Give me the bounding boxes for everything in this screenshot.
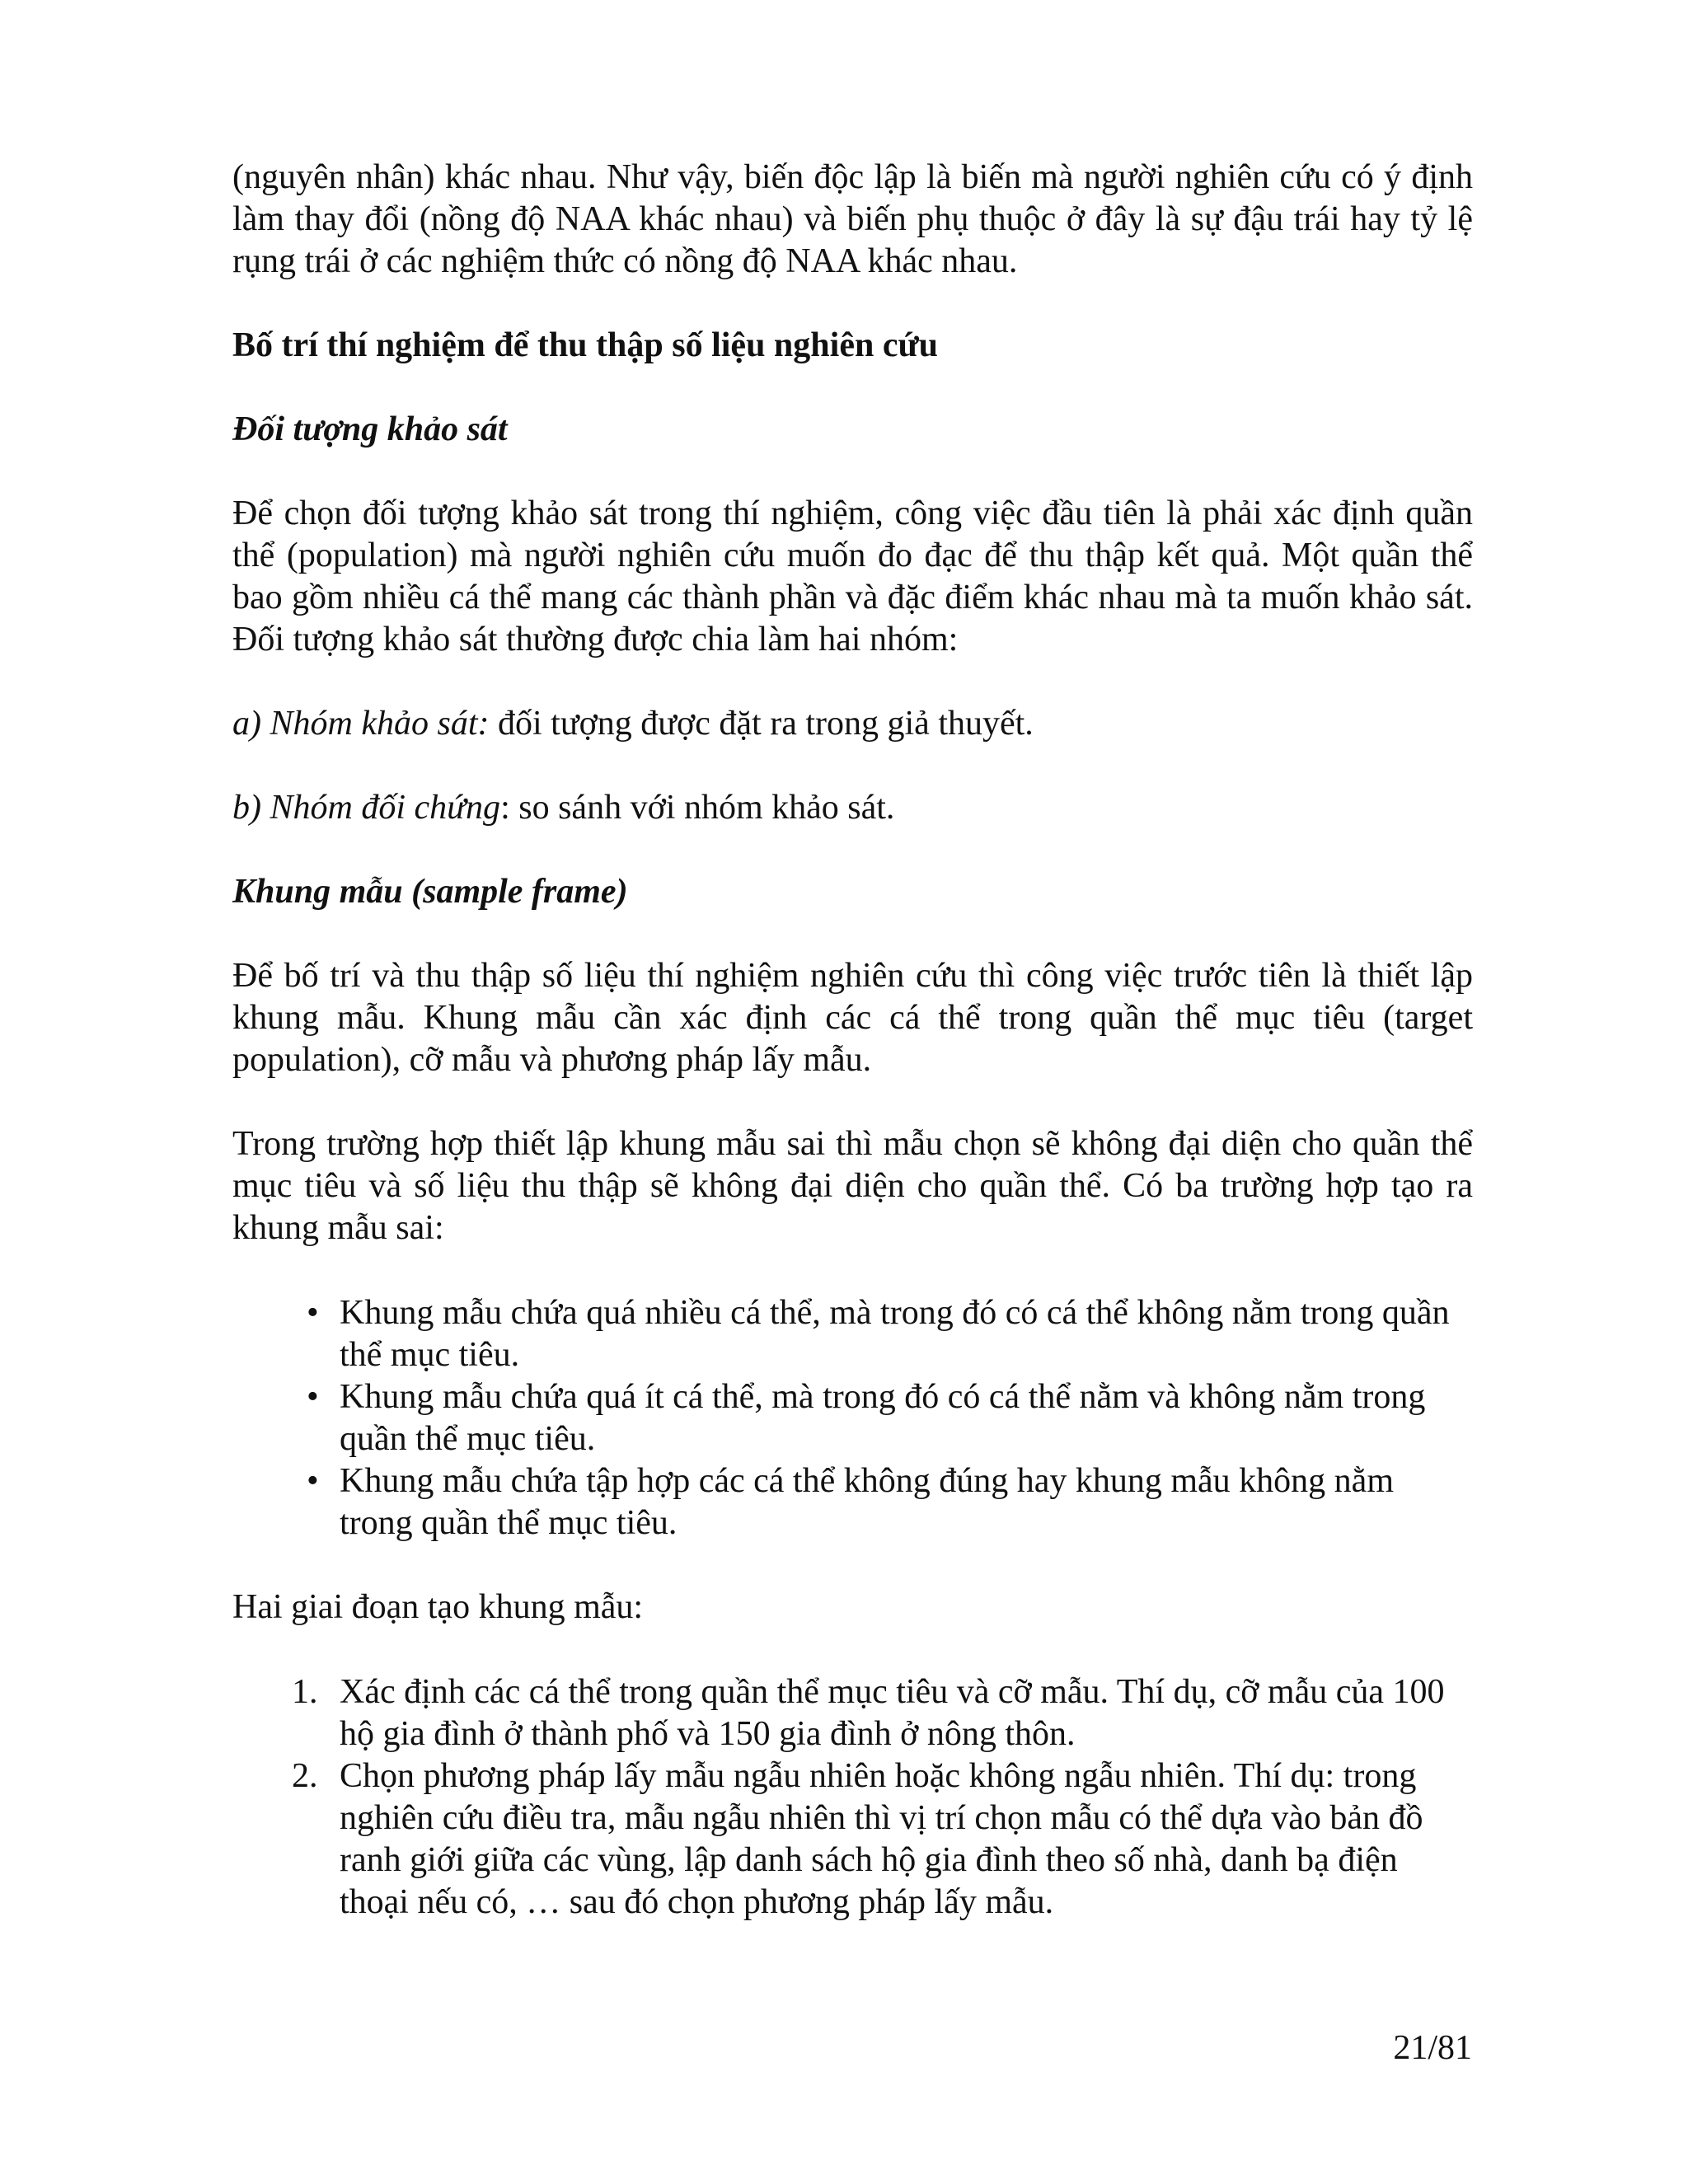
list-item xyxy=(307,1460,1473,1544)
group-a-line xyxy=(232,703,1473,745)
bullet-icon: • xyxy=(307,1378,319,1416)
numbered-list xyxy=(232,1671,1473,1924)
step-text: Chọn phương pháp lấy mẫu ngẫu nhiên hoặc không ngẫu nhiên. Thí dụ: trong nghiên cứu điều tra, mẫu ngẫu nhiên thì vị trí chọn mẫu có thể dựa vào bản đồ ranh giới giữa các vùng, lập danh sách hộ gia đình theo số nhà, danh bạ điện thoại nếu có, … sau đó chọn phương pháp lấy mẫu. xyxy=(340,1757,1423,1921)
subject-paragraph: Để chọn đối tượng khảo sát trong thí nghiệm, công việc đầu tiên là phải xác định quần thể (population) mà người nghiên cứu muốn đo đạc để thu thập kết quả. Một quần thể bao gồm nhiều cá thể mang các thành phần và đặc điểm khác nhau mà ta muốn khảo sát. Đối tượng khảo sát thường được chia làm hai nhóm: xyxy=(232,494,1473,658)
list-item-text: Khung mẫu chứa tập hợp các cá thể không đúng hay khung mẫu không nằm trong quần thể mục tiêu. xyxy=(340,1462,1394,1542)
list-item-text: Khung mẫu chứa quá nhiều cá thể, mà trong đó có cá thể không nằm trong quần thể mục tiêu. xyxy=(340,1294,1450,1374)
group-a-text: đối tượng được đặt ra trong giả thuyết. xyxy=(489,705,1034,743)
bullet-list xyxy=(232,1292,1473,1544)
list-item xyxy=(292,1671,1473,1755)
list-item xyxy=(307,1292,1473,1376)
stages-intro: Hai giai đoạn tạo khung mẫu: xyxy=(232,1588,644,1626)
group-a-label: a) Nhóm khảo sát: xyxy=(232,705,490,743)
intro-paragraph: (nguyên nhân) khác nhau. Như vậy, biến độc lập là biến mà người nghiên cứu có ý định làm thay đổi (nồng độ NAA khác nhau) và biến phụ thuộc ở đây là sự đậu trái hay tỷ lệ rụng trái ở các nghiệm thức có nồng độ NAA khác nhau. xyxy=(232,158,1473,280)
page-number: 21/81 xyxy=(1393,2029,1472,2067)
list-item xyxy=(307,1376,1473,1460)
subheading-frame: Khung mẫu (sample frame) xyxy=(232,873,628,911)
bullet-icon: • xyxy=(307,1294,319,1332)
step-number: 1. xyxy=(292,1673,318,1711)
bullet-icon: • xyxy=(307,1462,319,1500)
group-b-line xyxy=(232,787,1473,829)
group-b-text: : so sánh với nhóm khảo sát. xyxy=(500,789,895,827)
step-text: Xác định các cá thể trong quần thể mục tiêu và cỡ mẫu. Thí dụ, cỡ mẫu của 100 hộ gia đình ở thành phố và 150 gia đình ở nông thôn. xyxy=(340,1673,1445,1753)
step-number: 2. xyxy=(292,1757,318,1795)
frame-paragraph-1: Để bố trí và thu thập số liệu thí nghiệm nghiên cứu thì công việc trước tiên là thiết lập khung mẫu. Khung mẫu cần xác định các cá thể trong quần thể mục tiêu (target population), cỡ mẫu và phương pháp lấy mẫu. xyxy=(232,957,1473,1079)
subheading-subject: Đối tượng khảo sát xyxy=(232,410,508,448)
list-item-text: Khung mẫu chứa quá ít cá thể, mà trong đó có cá thể nằm và không nằm trong quần thể mục tiêu. xyxy=(340,1378,1426,1458)
list-item xyxy=(292,1755,1473,1924)
section-heading: Bố trí thí nghiệm để thu thập số liệu nghiên cứu xyxy=(232,326,939,364)
frame-paragraph-2: Trong trường hợp thiết lập khung mẫu sai thì mẫu chọn sẽ không đại diện cho quần thể mục tiêu và số liệu thu thập sẽ không đại diện cho quần thể. Có ba trường hợp tạo ra khung mẫu sai: xyxy=(232,1125,1473,1247)
document-page xyxy=(232,157,1473,1924)
group-b-label: b) Nhóm đối chứng xyxy=(232,789,501,827)
